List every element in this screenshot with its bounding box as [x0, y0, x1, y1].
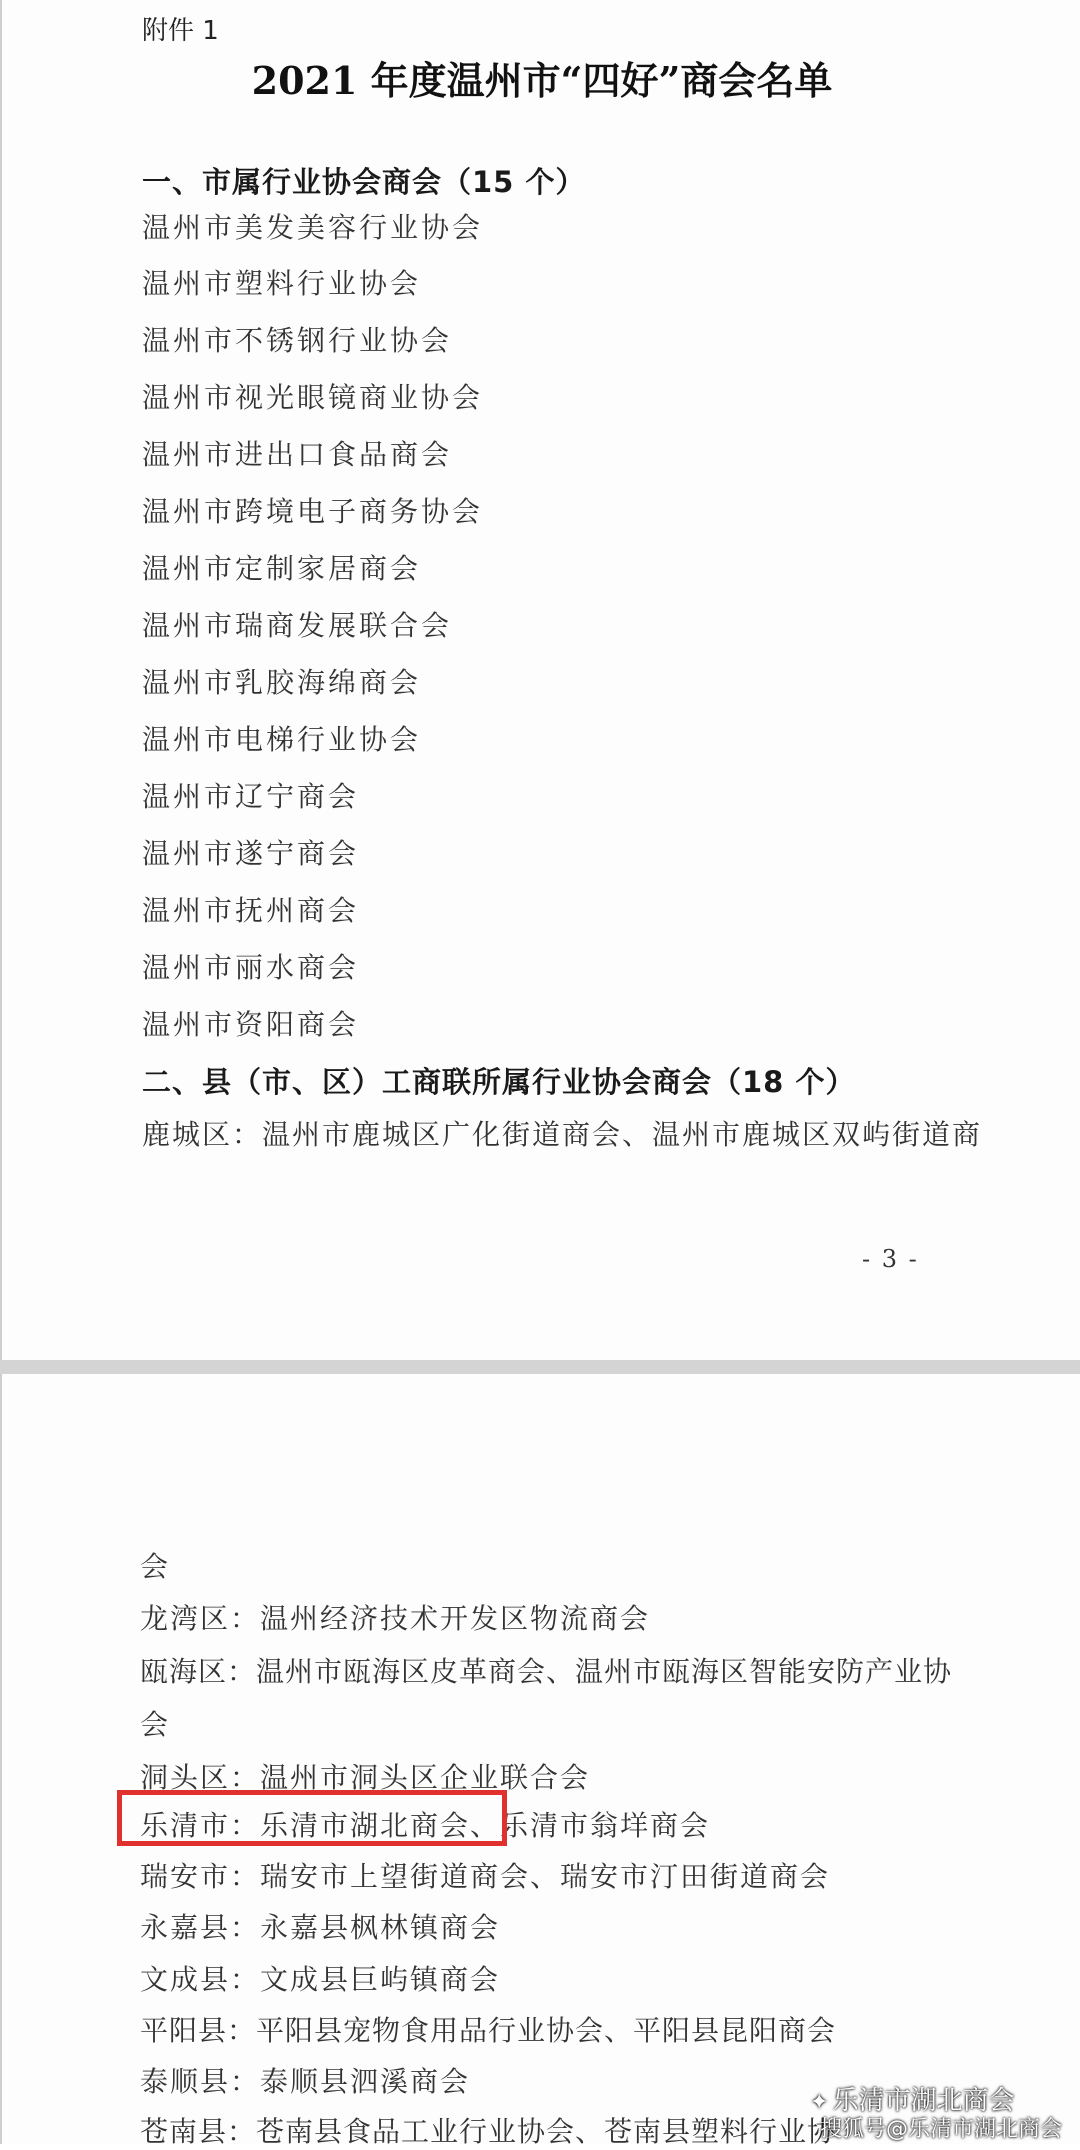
list-item: 泰顺县：泰顺县泗溪商会 — [140, 2065, 471, 2098]
attachment-label: 附件 1 — [142, 16, 219, 46]
section-heading-2: 二、县（市、区）工商联所属行业协会商会（18 个） — [142, 1065, 856, 1099]
list-item: 温州市定制家居商会 — [142, 552, 422, 585]
section-heading-1: 一、市属行业协会商会（15 个） — [142, 165, 586, 199]
list-item: 苍南县：苍南县食品工业行业协会、苍南县塑料行业协 — [140, 2115, 837, 2148]
list-item: 温州市资阳商会 — [142, 1008, 360, 1041]
list-item: 瑞安市：瑞安市上望街道商会、瑞安市汀田街道商会 — [140, 1860, 831, 1893]
list-item: 温州市跨境电子商务协会 — [142, 495, 484, 528]
list-item: 温州市不锈钢行业协会 — [142, 324, 453, 357]
list-item: 平阳县：平阳县宠物食用品行业协会、平阳县昆阳商会 — [140, 2014, 837, 2047]
watermark-source: 搜狐号@乐清市湖北商会 — [820, 2117, 1063, 2142]
list-item: 温州市瑞商发展联合会 — [142, 609, 453, 642]
list-item-highlighted: 乐清市：乐清市湖北商会、乐清市翁垟商会 — [140, 1809, 711, 1842]
list-item: 永嘉县：永嘉县枫林镇商会 — [140, 1911, 501, 1944]
list-item: 温州市丽水商会 — [142, 951, 360, 984]
list-item: 会 — [140, 1550, 172, 1583]
watermark-title: ✦ 乐清市湖北商会 — [810, 2086, 1015, 2116]
list-item: 文成县：文成县巨屿镇商会 — [140, 1963, 501, 1996]
list-item: 温州市塑料行业协会 — [142, 267, 422, 300]
list-item: 温州市进出口食品商会 — [142, 438, 453, 471]
list-item: 温州市抚州商会 — [142, 894, 360, 927]
list-item: 瓯海区：温州市瓯海区皮革商会、温州市瓯海区智能安防产业协 — [140, 1655, 953, 1688]
page-divider — [0, 1360, 1080, 1374]
page-title: 2021 年度温州市“四好”商会名单 — [251, 58, 833, 103]
list-item: 温州市视光眼镜商业协会 — [142, 381, 484, 414]
page-number: - 3 - — [862, 1245, 919, 1273]
list-item: 温州市辽宁商会 — [142, 780, 360, 813]
list-item: 鹿城区：温州市鹿城区广化街道商会、温州市鹿城区双屿街道商 — [142, 1118, 983, 1151]
list-item: 洞头区：温州市洞头区企业联合会 — [140, 1761, 591, 1794]
list-item: 会 — [140, 1708, 172, 1741]
list-item: 温州市遂宁商会 — [142, 837, 360, 870]
list-item: 温州市乳胶海绵商会 — [142, 666, 422, 699]
list-item: 温州市电梯行业协会 — [142, 723, 422, 756]
wechat-icon: ✦ — [810, 2090, 829, 2115]
list-item: 温州市美发美容行业协会 — [142, 211, 484, 244]
list-item: 龙湾区：温州经济技术开发区物流商会 — [140, 1602, 651, 1635]
highlight-box — [117, 1790, 507, 1846]
